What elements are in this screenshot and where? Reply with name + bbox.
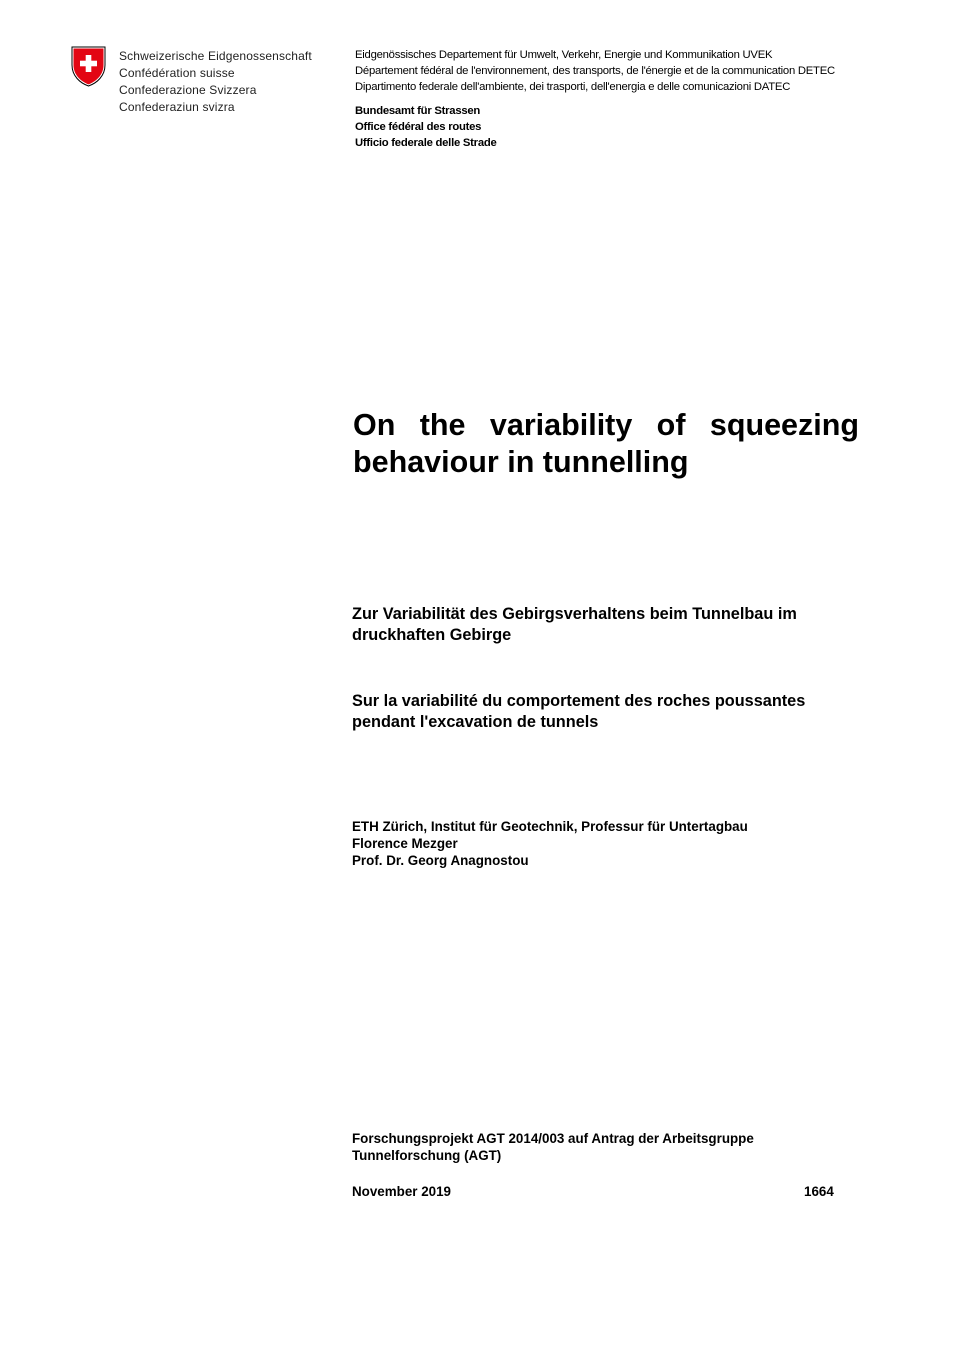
department-name-fr: Département fédéral de l'environnement, des transports, de l'énergie et de la communication DETEC	[355, 65, 835, 77]
office-name-de: Bundesamt für Strassen	[355, 105, 481, 117]
report-title: On the variability of squeezing behaviour in tunnelling	[353, 408, 859, 479]
authors-block	[352, 818, 748, 869]
confederation-name-it: Confederazione Svizzera	[119, 83, 257, 97]
project-line: Tunnelforschung (AGT)	[352, 1148, 502, 1163]
confederation-names	[119, 48, 312, 116]
office-names	[355, 103, 497, 151]
project-block	[352, 1130, 754, 1164]
swiss-shield-logo	[71, 46, 106, 87]
author-name: Florence Mezger	[352, 836, 458, 851]
report-number: 1664	[804, 1184, 834, 1199]
confederation-name-de: Schweizerische Eidgenossenschaft	[119, 49, 312, 63]
office-name-it: Ufficio federale delle Strade	[355, 137, 497, 149]
project-line: Forschungsprojekt AGT 2014/003 auf Antrag der Arbeitsgruppe	[352, 1131, 754, 1146]
department-names	[355, 47, 835, 95]
department-name-it: Dipartimento federale dell'ambiente, dei trasporti, dell'energia e delle comunicazioni DATEC	[355, 81, 791, 93]
confederation-name-fr: Confédération suisse	[119, 66, 235, 80]
publication-date: November 2019	[352, 1184, 451, 1199]
subtitle-french: Sur la variabilité du comportement des roches poussantes pendant l'excavation de tunnels	[352, 692, 806, 731]
subtitle-german: Zur Variabilität des Gebirgsverhaltens beim Tunnelbau im druckhaften Gebirge	[352, 605, 797, 644]
author-name: Prof. Dr. Georg Anagnostou	[352, 853, 529, 868]
author-institution: ETH Zürich, Institut für Geotechnik, Professur für Untertagbau	[352, 819, 748, 834]
confederation-name-rm: Confederaziun svizra	[119, 100, 235, 114]
department-name-de: Eidgenössisches Departement für Umwelt, Verkehr, Energie und Kommunikation UVEK	[355, 49, 773, 61]
office-name-fr: Office fédéral des routes	[355, 121, 482, 133]
